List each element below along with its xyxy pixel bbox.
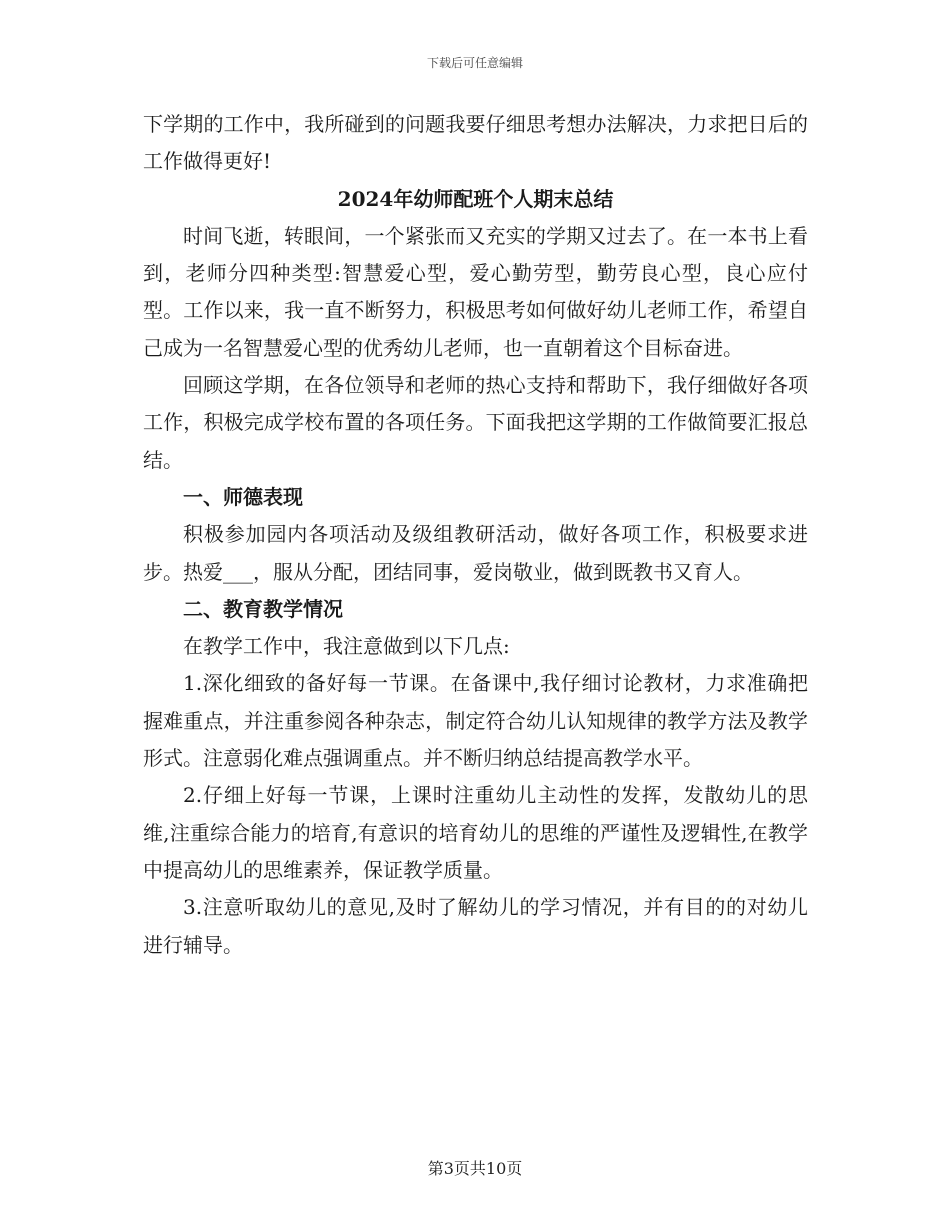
page-footer: 第3页共10页 <box>427 1159 523 1178</box>
document-title: 2024年幼师配班个人期末总结 <box>337 186 614 211</box>
paragraph-ethics: 积极参加园内各项活动及级组教研活动，做好各项工作，积极要求进步。热爱___，服从分配，团结同事，爱岗敬业，做到既教书又育人。 <box>143 522 808 584</box>
section-heading-ethics: 一、师德表现 <box>183 484 303 509</box>
list-item-1: 1.深化细致的备好每一节课。在备课中,我仔细讨论教材，力求准确把握难重点，并注重参阅各种杂志，制定符合幼儿认知规律的教学方法及教学形式。注意弱化难点强调重点。并不断归纳总结提高教学水平。 <box>143 671 808 771</box>
page-header: 下载后可任意编辑 <box>426 56 523 70</box>
list-item-3: 3.注意听取幼儿的意见,及时了解幼儿的学习情况，并有目的的对幼儿进行辅导。 <box>143 895 808 957</box>
list-item-2: 2.仔细上好每一节课，上课时注重幼儿主动性的发挥，发散幼儿的思维,注重综合能力的培育,有意识的培育幼儿的思维的严谨性及逻辑性,在教学中提高幼儿的思维素养，保证教学质量。 <box>143 783 808 882</box>
section-heading-teaching: 二、教育教学情况 <box>183 596 343 621</box>
document-body <box>143 106 808 964</box>
continued-paragraph: 下学期的工作中，我所碰到的问题我要仔细思考想办法解决，力求把日后的工作做得更好! <box>143 112 808 174</box>
paragraph-review: 回顾这学期，在各位领导和老师的热心支持和帮助下，我仔细做好各项工作，积极完成学校布置的各项任务。下面我把这学期的工作做简要汇报总结。 <box>143 373 808 472</box>
paragraph-teaching-intro: 在教学工作中，我注意做到以下几点: <box>183 634 510 659</box>
paragraph-intro: 时间飞逝，转眼间，一个紧张而又充实的学期又过去了。在一本书上看到，老师分四种类型:智慧爱心型，爱心勤劳型，勤劳良心型，良心应付型。工作以来，我一直不断努力，积极思考如何做好幼儿老师工作，希望自己成为一名智慧爱心型的优秀幼儿老师，也一直朝着这个目标奋进。 <box>143 223 808 360</box>
